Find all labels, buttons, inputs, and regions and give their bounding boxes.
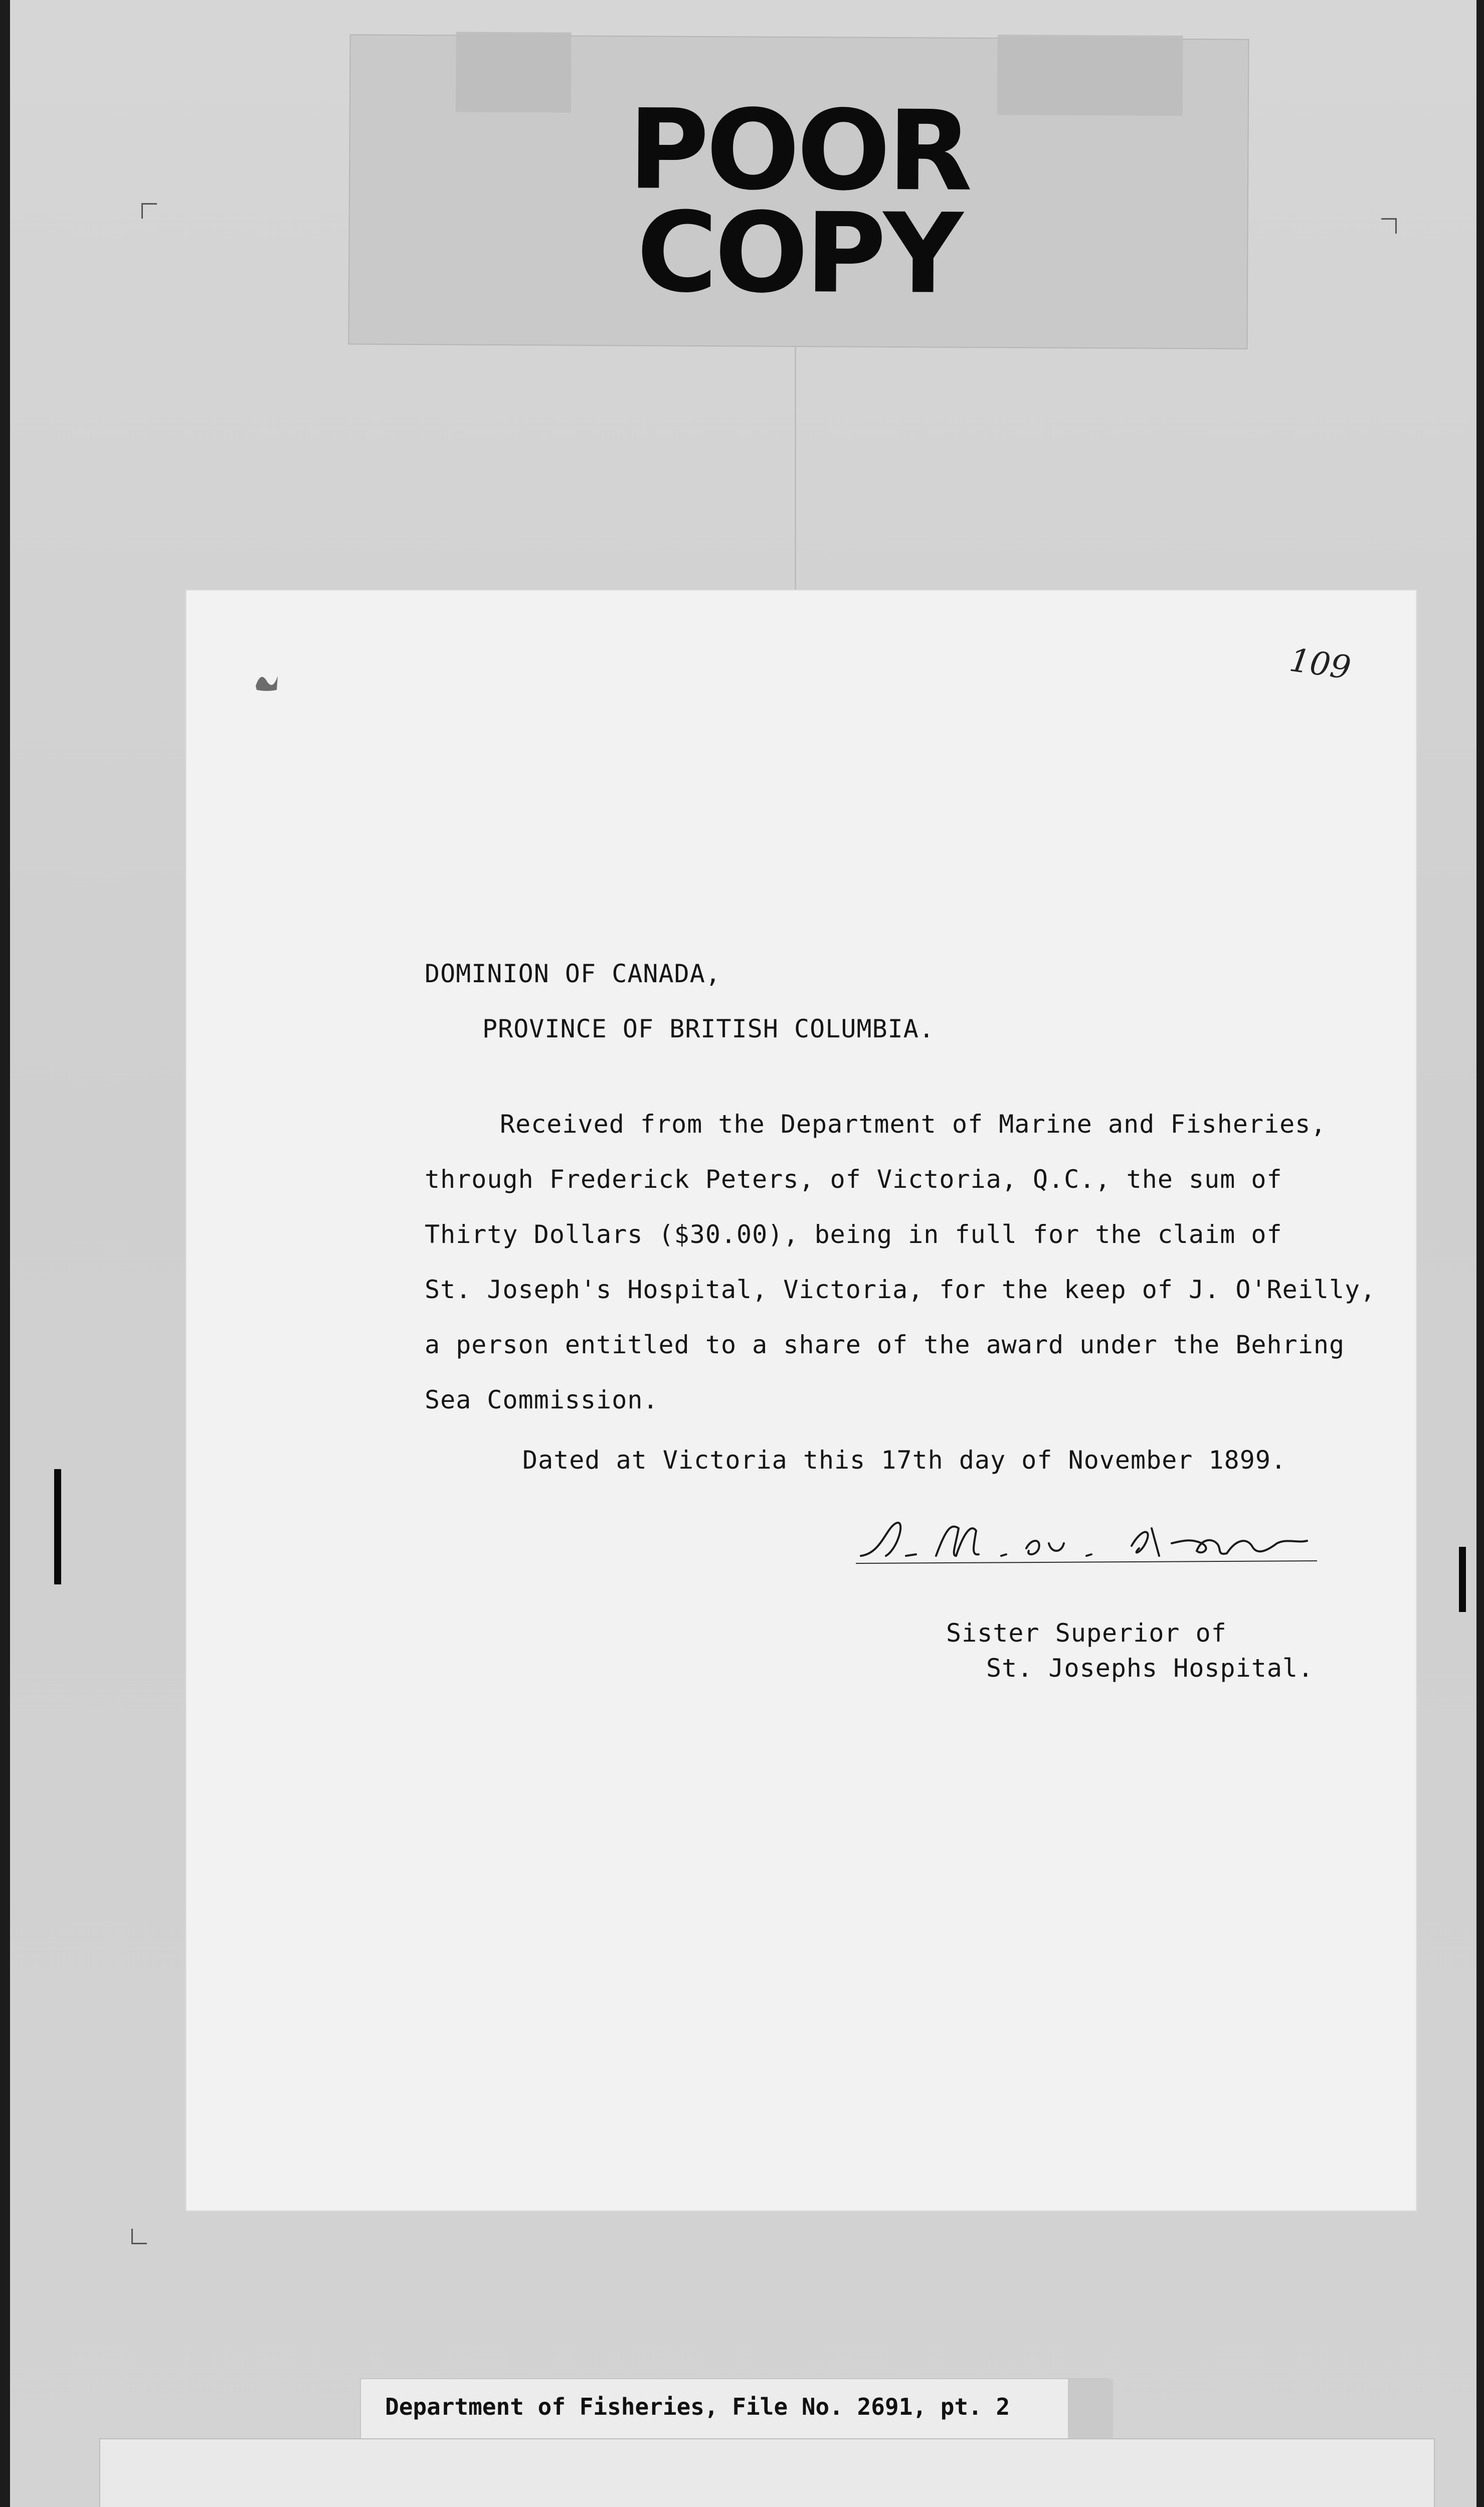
registration-mark-top-left — [141, 203, 157, 219]
film-edge-mark-right — [1459, 1547, 1466, 1612]
body-line: St. Joseph's Hospital, Victoria, for the keep of J. O'Reilly, — [425, 1275, 1376, 1304]
tape-strip — [1068, 2379, 1113, 2438]
signer-title-2: St. Josephs Hospital. — [986, 1654, 1314, 1683]
poor-copy-label — [349, 35, 1248, 348]
document-heading: DOMINION OF CANADA, — [425, 959, 721, 988]
microfilm-frame — [10, 0, 1476, 2507]
public-archives-card — [100, 2439, 1434, 2507]
body-line: a person entitled to a share of the award under the Behring — [425, 1330, 1345, 1359]
body-line: Received from the Department of Marine and Fisheries, — [500, 1110, 1327, 1139]
registration-mark-top-right — [1381, 218, 1397, 234]
poor-copy-line-1: POOR — [628, 85, 970, 216]
film-edge-mark-left — [54, 1469, 61, 1584]
file-reference: Department of Fisheries, File No. 2691, pt. 2 — [385, 2393, 1010, 2420]
body-line: Sea Commission. — [425, 1385, 659, 1414]
dated-line: Dated at Victoria this 17th day of November 1899. — [522, 1446, 1287, 1475]
background-crease — [795, 341, 796, 602]
file-reference-strip — [361, 2379, 1108, 2438]
poor-copy-line-2: COPY — [636, 188, 961, 318]
document-subheading: PROVINCE OF BRITISH COLUMBIA. — [482, 1014, 935, 1043]
body-line: Thirty Dollars ($30.00), being in full for the claim of — [425, 1220, 1282, 1249]
ink-smudge-icon — [252, 666, 282, 696]
registration-mark-bottom-left — [131, 2229, 147, 2244]
document-sheet — [187, 591, 1416, 2210]
handwritten-signature — [851, 1508, 1322, 1578]
body-line: through Frederick Peters, of Victoria, Q.C., the sum of — [425, 1165, 1282, 1194]
signer-title-1: Sister Superior of — [946, 1619, 1227, 1648]
page-number: 109 — [1287, 641, 1353, 687]
